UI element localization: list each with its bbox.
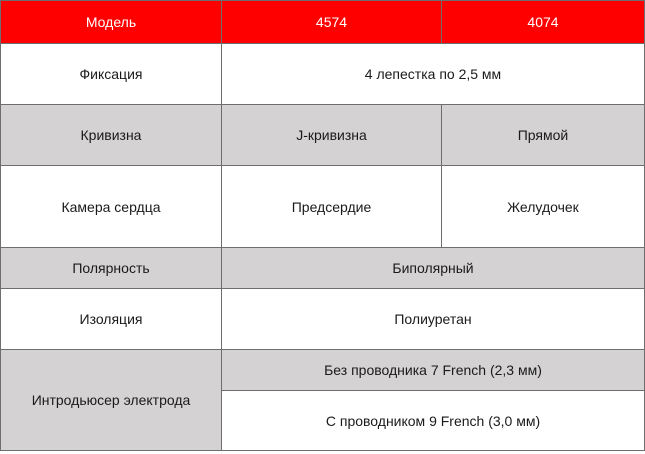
polarity-value: Биполярный [222,248,645,289]
insulation-label: Изоляция [1,289,222,350]
chamber-4074: Желудочек [442,166,645,248]
fixation-value: 4 лепестка по 2,5 мм [222,44,645,105]
fixation-label: Фиксация [1,44,222,105]
curvature-4574: J-кривизна [222,105,442,166]
row-polarity [1,248,645,289]
header-model-4574: 4574 [222,1,442,44]
introducer-value-2: С проводником 9 French (3,0 мм) [222,391,645,451]
curvature-label: Кривизна [1,105,222,166]
row-heart-chamber [1,166,645,248]
introducer-label: Интродьюсер электрода [1,350,222,451]
curvature-4074: Прямой [442,105,645,166]
polarity-label: Полярность [1,248,222,289]
chamber-4574: Предсердие [222,166,442,248]
introducer-value-1: Без проводника 7 French (2,3 мм) [222,350,645,391]
row-curvature [1,105,645,166]
row-introducer [1,350,645,391]
row-fixation [1,44,645,105]
row-insulation [1,289,645,350]
header-model-4074: 4074 [442,1,645,44]
insulation-value: Полиуретан [222,289,645,350]
chamber-label: Камера сердца [1,166,222,248]
header-row [1,1,645,44]
header-label-cell: Модель [1,1,222,44]
